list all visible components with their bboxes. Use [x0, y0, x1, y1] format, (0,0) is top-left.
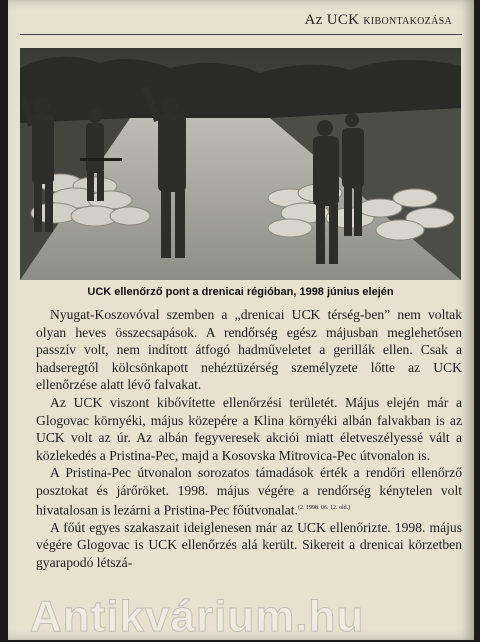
running-head-prefix: Az UCK — [304, 12, 360, 28]
checkpoint-photo — [20, 48, 461, 280]
header-rule — [20, 34, 462, 35]
body-text — [36, 306, 462, 571]
paragraph-3-text: A Pristina-Pec útvonalon sorozatos támadások érték a rendőri ellenőrző posztokat és járőröket. 1998. május végére a rendőrség kénytelen volt hivatalosan is lezárni a Pristina-Pec főútvonalat. — [36, 465, 462, 518]
watermark: Antikvárium.hu — [30, 592, 365, 641]
photo-caption: UCK ellenőrző pont a drenicai régióban, 1998 június elején — [87, 286, 394, 298]
paragraph-1: Nyugat-Koszovóval szemben a „drenicai UCK térség-ben” nem voltak olyan heves összecsapások. A rendőrség egész májusban meglehetősen passzív volt, nem indított átfogó hadműveletet a gerillák ellen. Csak a hadseregtől kölcsönkapott nehéztüzérség személyzete lőtte az UCK ellenőrzése alatt lévő falvakat. — [36, 307, 462, 393]
paragraph-2: Az UCK viszont kibővítette ellenőrzési területét. Május elején már a Glogovac környéki, május közepére a Klina környéki albán falvakban is az UCK volt az úr. Az albán fegyveresek akciói miatt életveszélyessé vált a közlekedés a Pristina-Pec, majd a Kosovska Mitrovica-Pec útvonalon is. — [36, 394, 462, 463]
running-head — [305, 12, 452, 29]
photo-illustration — [20, 48, 461, 280]
book-page — [8, 0, 474, 640]
running-head-small-caps: kibontakozása — [363, 13, 452, 28]
paragraph-3 — [36, 464, 462, 518]
footnote-reference: (2. 1998. 06. 12. old.) — [297, 504, 351, 511]
paragraph-4: A főút egyes szakaszait ideiglenesen már az UCK ellenőrizte. 1998. május végére Glogovac is UCK ellenőrzés alá került. Sikereit a drenicai körzetben gyarapodó létszá- — [36, 519, 462, 570]
